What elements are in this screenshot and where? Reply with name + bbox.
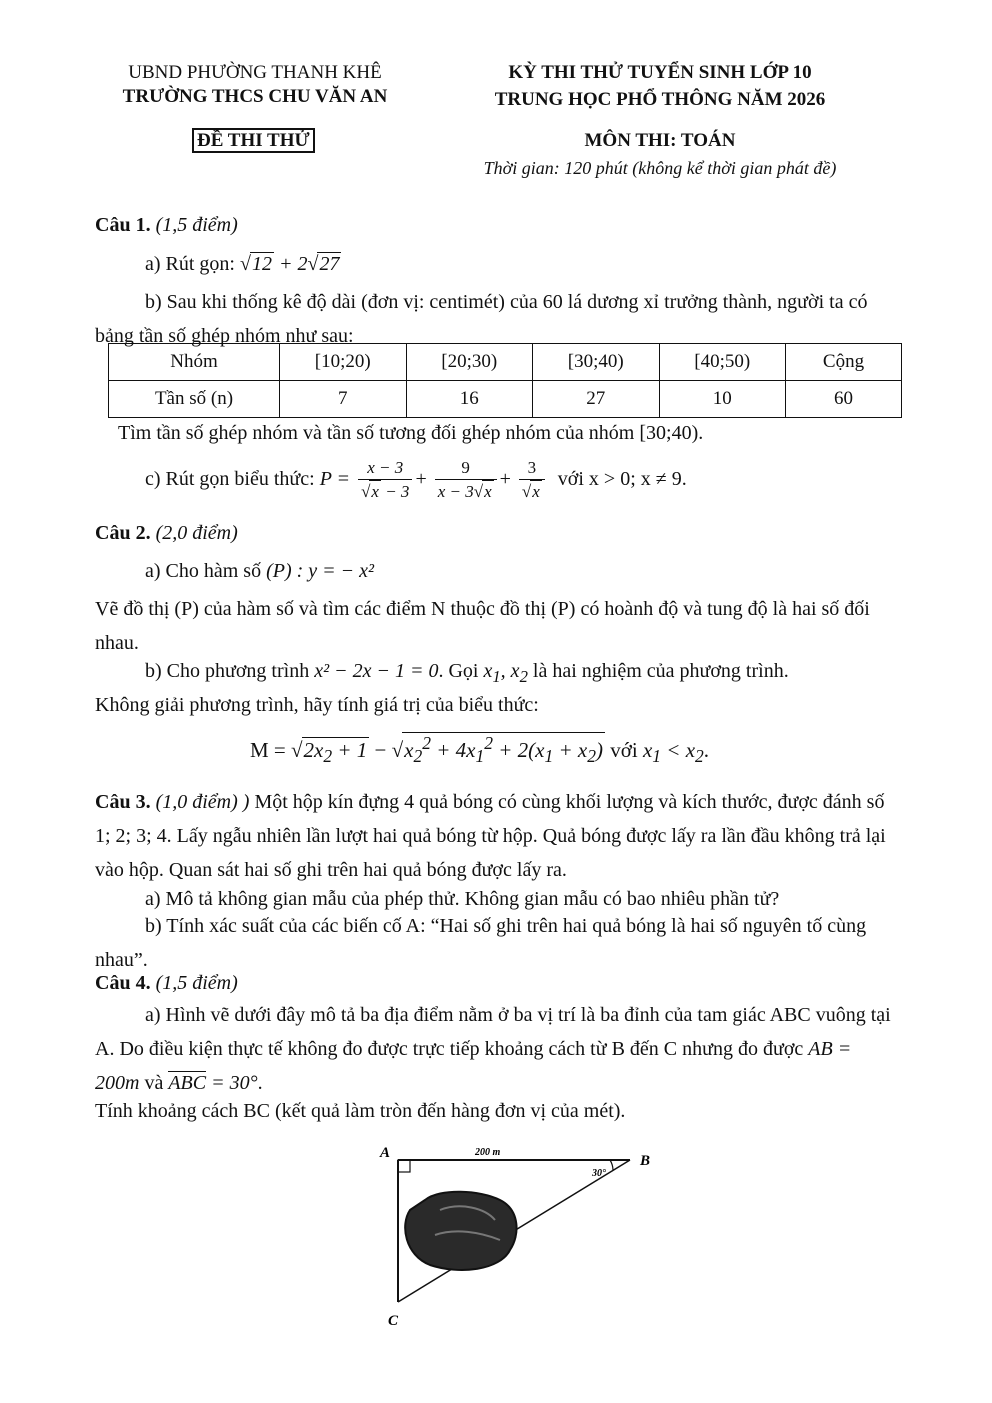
header-department: UBND PHƯỜNG THANH KHÊ [128,62,382,83]
header-exam-subtitle: TRUNG HỌC PHỔ THÔNG NĂM 2026 [494,89,826,110]
header-exam-title: KỲ THI THỬ TUYỂN SINH LỚP 10 [508,62,812,83]
q2-part-b: b) Cho phương trình x² − 2x − 1 = 0. Gọi $x_1$, $x_2$ là hai nghiệm của phương trình. [145,660,789,686]
q4-part-a: a) Hình vẽ dưới đây mô tả ba địa điểm nằm ở ba vị trí là ba đỉnh của tam giác ABC vuông tại A. Do điều kiện thực tế không đo được trực tiếp khoảng cách từ B đến C nhưng đo được AB = 200m và ABC = 30°. [95,1004,891,1094]
q2-heading: Câu 2. (2,0 điểm) [95,522,238,544]
header-school: TRƯỜNG THCS CHU VĂN AN [122,86,388,107]
table-row: Nhóm [10;20) [20;30) [30;40) [40;50) Cộng [109,344,902,381]
q3-part-a: a) Mô tả không gian mẫu của phép thử. Không gian mẫu có bao nhiêu phần tử? [145,888,780,910]
header-time-note: Thời gian: 120 phút (không kể thời gian phát đề) [483,158,837,178]
q2-expression-m: $M = √2x_2 + 1 - √x_2^2 + 4x_1^2 + 2(x_1 + x_2)$ với $x_1 < x_2$. [250,733,710,767]
header-badge: ĐỀ THI THỬ [192,130,315,152]
q4-heading: Câu 4. (1,5 điểm) [95,972,238,994]
q1-part-b: b) Sau khi thống kê độ dài (đơn vị: centimét) của 60 lá dương xỉ trưởng thành, người ta có bảng tần số ghép nhóm như sau: [95,291,868,347]
triangle-figure [370,1140,670,1340]
q1-heading: Câu 1. (1,5 điểm) [95,214,238,236]
table-row: Tần số (n) 7 16 27 10 60 [109,381,902,418]
length-label: 200 m [475,1147,501,1158]
q3-part-b: b) Tính xác suất của các biến cố A: “Hai số ghi trên hai quả bóng là hai số nguyên tố cùng nhau”. [95,915,867,971]
header-subject: MÔN THI: TOÁN [584,130,736,151]
vertex-label-a: A [380,1145,391,1161]
q2-part-b-task: Không giải phương trình, hãy tính giá trị của biểu thức: [95,694,539,716]
q1-part-b-task: Tìm tần số ghép nhóm và tần số tương đối ghép nhóm của nhóm [30;40). [118,422,704,444]
vertex-label-c: C [388,1313,399,1329]
q2-part-a-task: Vẽ đồ thị (P) của hàm số và tìm các điểm N thuộc đồ thị (P) có hoành độ và tung độ là hai số đối nhau. [95,598,870,654]
q3-intro: Câu 3. (1,0 điểm) ) Một hộp kín đựng 4 quả bóng có cùng khối lượng và kích thước, được đánh số 1; 2; 3; 4. Lấy ngẫu nhiên lần lượt hai quả bóng từ hộp. Quả bóng được lấy ra lần đầu không trả lại vào hộp. Quan sát hai số ghi trên hai quả bóng được lấy ra. [95,791,886,881]
q4-task: Tính khoảng cách BC (kết quả làm tròn đến hàng đơn vị của mét). [95,1100,626,1122]
frequency-table [108,343,902,418]
vertex-label-b: B [640,1153,651,1169]
q1-part-a: a) Rút gọn: √12 + 2√27 [145,253,340,275]
q2-part-a: a) Cho hàm số (P) : y = − x² [145,560,375,582]
angle-label: 30° [592,1168,606,1179]
q1-part-c: c) Rút gọn biểu thức: P = $\frac{x - 3}{√x - 3}$ + $\frac{9}{x - 3√x}$ + $\frac{3}{√x}$ với x > 0; x ≠ 9. [145,458,687,502]
angle-arc [610,1160,613,1170]
right-angle-mark [398,1160,410,1172]
